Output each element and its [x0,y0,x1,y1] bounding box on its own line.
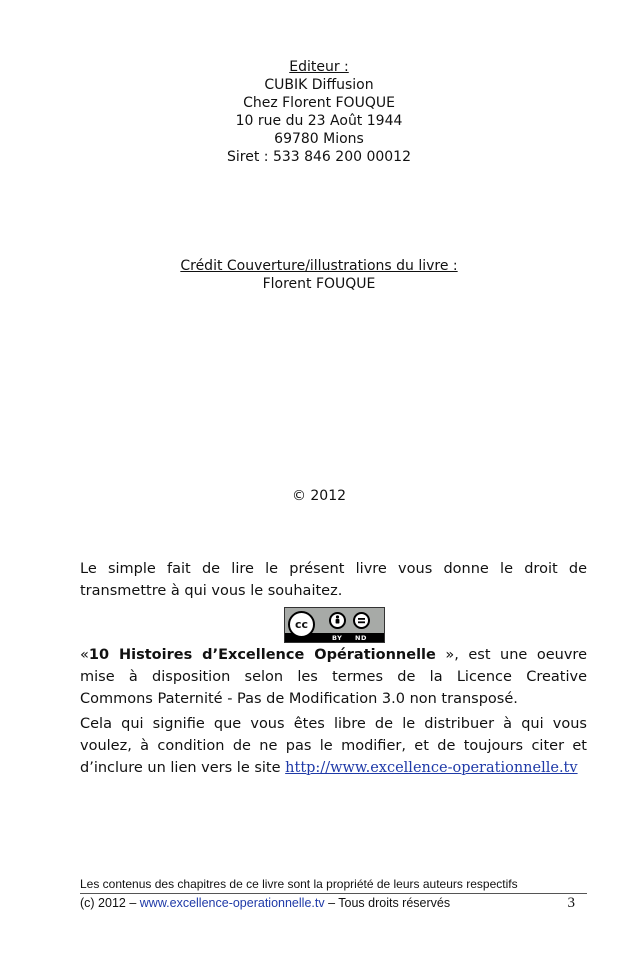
copyright-text: © 2012 [291,488,347,504]
credits-name: Florent FOUQUE [262,276,376,292]
credits-block [0,257,638,293]
rights-line-1: Le simple fait de lire le présent livre vous donne le droit de [80,561,587,577]
rights-line-2: transmettre à qui vous le souhaitez. [80,583,343,599]
share-line-2: voulez, à condition de ne pas le modifier, et de toujours citer et [80,738,587,754]
share-line-3-prefix: d’inclure un lien vers le site [80,760,286,776]
share-paragraph [80,713,587,779]
footer-prefix: (c) 2012 – [80,896,140,910]
book-title: 10 Histoires d’Excellence Opérationnelle [88,647,436,663]
cc-license-badge[interactable] [284,607,385,643]
page-number: 3 [567,895,575,911]
website-link[interactable]: http://www.excellence-operationnelle.tv [285,760,578,776]
cc-logo-icon: cc [288,611,315,638]
license-line-1 [80,644,587,666]
person-icon [329,612,346,629]
share-line-1: Cela qui signifie que vous êtes libre de le distribuer à qui vous [80,716,587,732]
cc-nd-label: ND [355,634,367,642]
license-line-2: mise à disposition selon les termes de la Licence Creative [80,669,587,685]
publisher-street: 10 rue du 23 Août 1944 [235,113,403,129]
license-line-3: Commons Paternité - Pas de Modification 3.0 non transposé. [80,691,518,707]
credits-heading: Crédit Couverture/illustrations du livre : [180,258,458,274]
license-line-1-rest: », est une oeuvre [435,647,587,663]
publisher-siret: Siret : 533 846 200 00012 [227,149,411,165]
footer-suffix: – Tous droits réservés [324,896,451,910]
share-line-3 [80,757,587,779]
publisher-block [0,58,638,166]
publisher-name: CUBIK Diffusion [264,77,374,93]
publisher-heading: Editeur : [289,59,349,75]
rights-paragraph [80,558,587,602]
publisher-contact: Chez Florent FOUQUE [243,95,395,111]
license-paragraph [80,644,587,710]
publisher-city: 69780 Mions [274,131,364,147]
cc-by-label: BY [332,634,343,642]
copyright [0,487,638,505]
equals-icon [353,612,370,629]
footer-site-link[interactable]: www.excellence-operationnelle.tv [139,896,325,910]
footer-authors-note: Les contenus des chapitres de ce livre sont la propriété de leurs auteurs respectifs [80,877,587,894]
open-quote: « [80,647,89,663]
footer-copyright [80,895,587,911]
